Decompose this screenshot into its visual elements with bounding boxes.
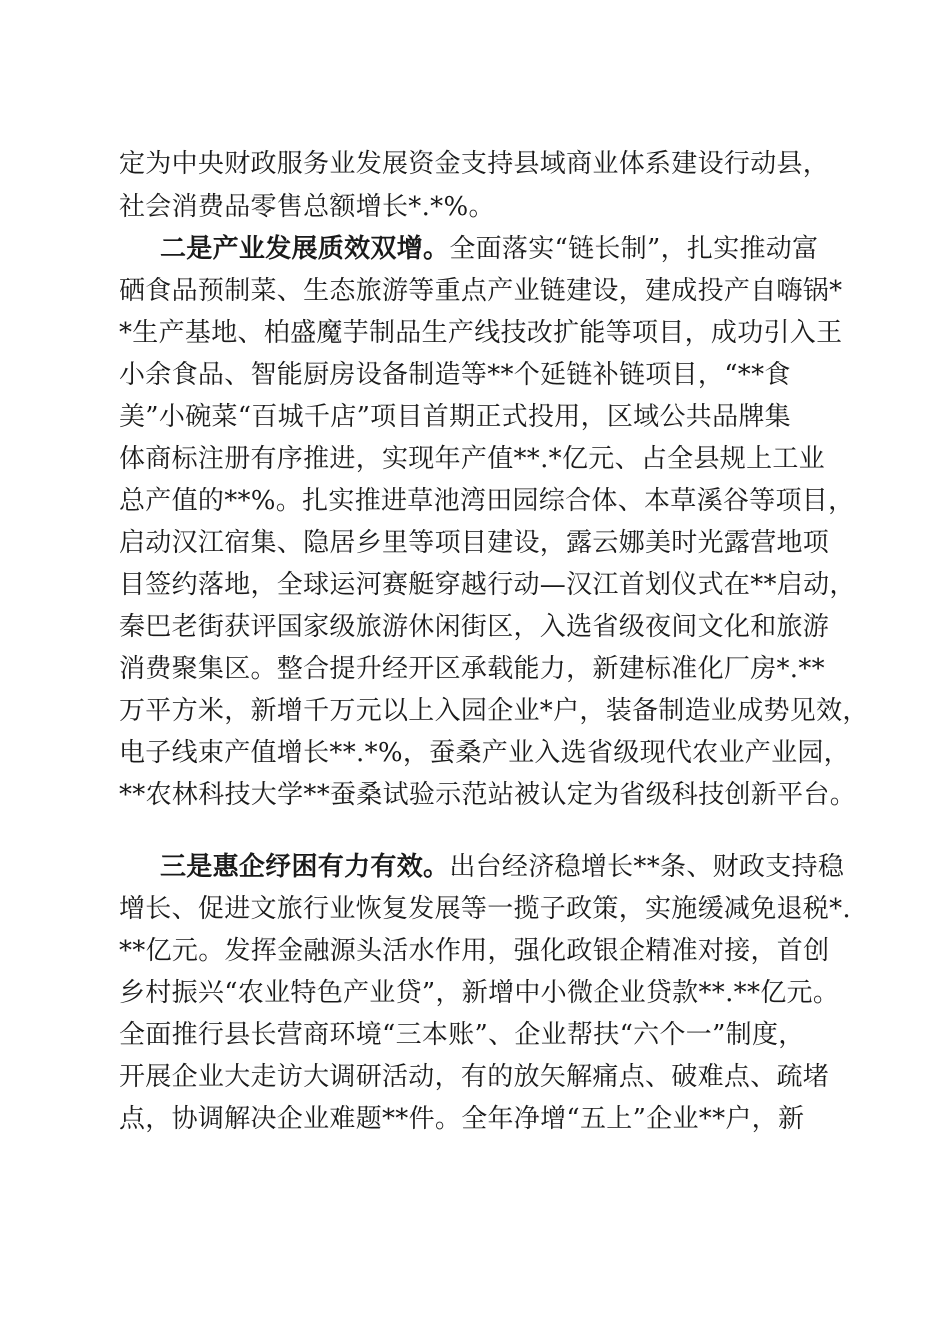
paragraph-1-line-2: 社会消费品零售总额增长*.*%。 (119, 192, 495, 222)
paragraph-2-line-2: 硒食品预制菜、生态旅游等重点产业链建设，建成投产自嗨锅* (119, 276, 843, 306)
paragraph-3-line-1 (160, 850, 844, 884)
paragraph-3-line-5: 全面推行县长营商环境“三本账”、企业帮扶“六个一”制度， (119, 1020, 805, 1050)
paragraph-2-line-6: 体商标注册有序推进，实现年产值**.*亿元、占全县规上工业 (119, 444, 825, 474)
paragraph-2-line-12: 万平方米，新增千万元以上入园企业*户，装备制造业成势见效， (119, 696, 869, 726)
paragraph-2-lead: 二是产业发展质效双增。 (160, 234, 450, 264)
paragraph-2-line-4: 小余食品、智能厨房设备制造等**个延链补链项目，“**食 (119, 360, 791, 390)
paragraph-2-line-13: 电子线束产值增长**.*%，蚕桑产业入选省级现代农业产业园， (119, 738, 850, 768)
paragraph-3-line-3: **亿元。发挥金融源头活水作用，强化政银企精准对接，首创 (119, 936, 830, 966)
paragraph-2-line-11: 消费聚集区。整合提升经开区承载能力，新建标准化厂房*.** (119, 654, 825, 684)
paragraph-2-line-10: 秦巴老街获评国家级旅游休闲街区，入选省级夜间文化和旅游 (119, 612, 830, 642)
paragraph-3-lead: 三是惠企纾困有力有效。 (160, 852, 450, 882)
paragraph-2-line-1 (160, 232, 818, 266)
paragraph-2-line-3: *生产基地、柏盛魔芋制品生产线技改扩能等项目，成功引入王 (119, 318, 843, 348)
paragraph-3-line-6: 开展企业大走访大调研活动，有的放矢解痛点、破难点、疏堵 (119, 1062, 830, 1092)
paragraph-2-line-14: **农林科技大学**蚕桑试验示范站被认定为省级科技创新平台。 (119, 780, 857, 810)
paragraph-2-line-1-text: 全面落实“链长制”，扎实推动富 (449, 234, 819, 264)
paragraph-2-line-8: 启动汉江宿集、隐居乡里等项目建设，露云娜美时光露营地项 (119, 528, 830, 558)
paragraph-2-line-5: 美”小碗菜“百城千店”项目首期正式投用，区域公共品牌集 (119, 402, 791, 432)
paragraph-3-line-7: 点，协调解决企业难题**件。全年净增“五上”企业**户，新 (119, 1104, 805, 1134)
paragraph-3-line-4: 乡村振兴“农业特色产业贷”，新增中小微企业贷款**.**亿元。 (119, 978, 840, 1008)
paragraph-2-line-9: 目签约落地，全球运河赛艇穿越行动—汉江首划仪式在**启动， (119, 570, 856, 600)
paragraph-1-line-1: 定为中央财政服务业发展资金支持县域商业体系建设行动县， (119, 149, 830, 179)
paragraph-2-line-7: 总产值的**%。扎实推进草池湾田园综合体、本草溪谷等项目， (119, 486, 855, 516)
paragraph-3-line-2: 增长、促进文旅行业恢复发展等一揽子政策，实施缓减免退税*. (119, 894, 851, 924)
paragraph-3-line-1-text: 出台经济稳增长**条、财政支持稳 (449, 852, 845, 882)
